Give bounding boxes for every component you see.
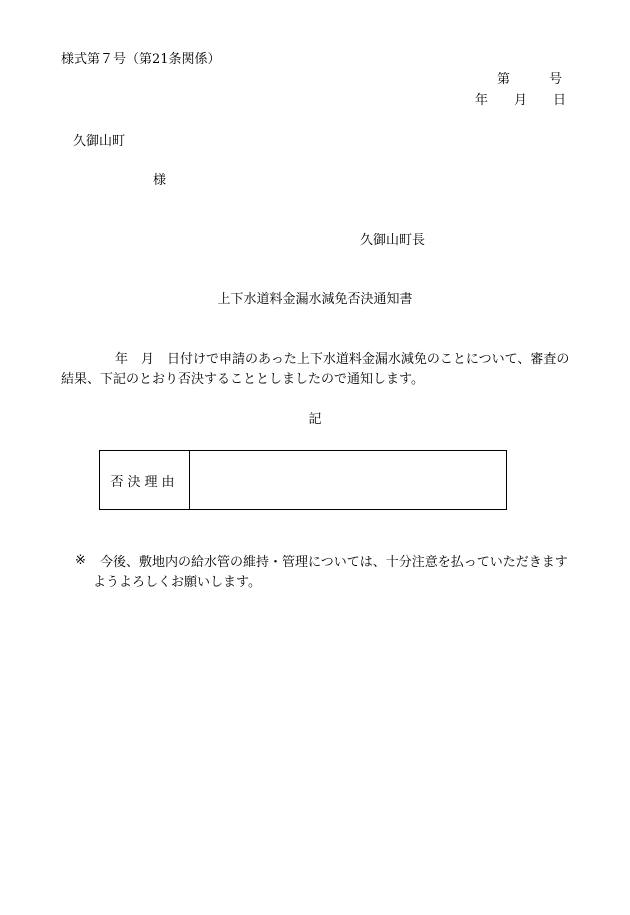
body-paragraph: 年 月 日付けで申請のあった上下水道料金漏水減免のことについて、審査の結果、下記のとおり否決することとしましたので通知します。 <box>61 352 570 387</box>
document-date: 年 月 日 <box>475 93 567 108</box>
rejection-reason-label: 否決理由 <box>100 451 190 509</box>
note-text: 今後、敷地内の給水管の維持・管理については、十分注意を払っていただきますようよろしくお願いします。 <box>93 555 568 590</box>
rejection-reason-table <box>99 450 507 510</box>
rejection-reason-value <box>190 451 506 509</box>
ki-heading: 記 <box>308 412 322 427</box>
document-title: 上下水道料金漏水減免否決通知書 <box>217 292 413 307</box>
form-label: 様式第７号（第21条関係） <box>61 52 221 67</box>
sender-municipality: 久御山町 <box>73 134 126 149</box>
note-mark: ※ <box>75 553 86 568</box>
addressee-honorific: 様 <box>153 173 167 188</box>
document-number: 第 号 <box>497 72 563 87</box>
issuer-name: 久御山町長 <box>360 233 426 248</box>
